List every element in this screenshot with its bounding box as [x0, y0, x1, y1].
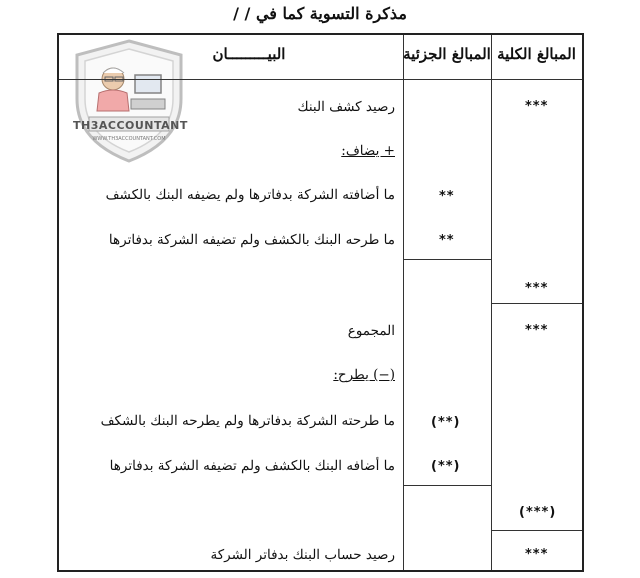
header-statement: البيـــــــــان	[212, 45, 286, 63]
subtract-label: (−) يطرح:	[333, 367, 395, 383]
column-divider	[403, 35, 404, 570]
sub-item-1: ما طرحته الشركة بدفاترها ولم يطرحه البنك بالشكف	[100, 413, 395, 429]
page-title: مذكرة التسوية كما في / /	[233, 4, 407, 23]
total-amount: (***)	[519, 505, 557, 520]
sub-item-2: ما أضافه البنك بالكشف ولم تضيفه الشركة بدفاترها	[109, 458, 395, 474]
reconciliation-table	[57, 33, 584, 572]
total-amount: ***	[525, 281, 549, 296]
partial-divider	[403, 485, 491, 486]
total-amount: ***	[525, 323, 549, 338]
partial-divider	[403, 259, 491, 260]
partial-amount: (**)	[431, 459, 461, 474]
partial-amount: **	[439, 189, 455, 204]
partial-amount: **	[439, 233, 455, 248]
total-amount: ***	[525, 547, 549, 562]
header-divider	[59, 79, 582, 80]
header-partial: المبالغ الجزئية	[403, 45, 491, 63]
add-item-1: ما أضافته الشركة بدفاترها ولم يضيفه البنك بالكشف	[105, 187, 395, 203]
bank-statement-balance-label: رصيد كشف البنك	[297, 99, 395, 115]
logo-text: TH3ACCOUNTANT	[73, 119, 188, 132]
company-balance-label: رصيد حساب البنك بدفاتر الشركة	[210, 547, 395, 563]
total-divider	[491, 530, 582, 531]
add-label: + يضاف:	[341, 143, 395, 159]
accountant-logo-icon	[69, 37, 189, 165]
total-amount: ***	[525, 99, 549, 114]
partial-amount: (**)	[431, 415, 461, 430]
logo-subtext: WWW.TH3ACCOUNTANT.COM	[92, 136, 166, 142]
total-label: المجموع	[347, 323, 395, 339]
header-total: المبالغ الكلية	[497, 45, 576, 63]
add-item-2: ما طرحه البنك بالكشف ولم تضيفه الشركة بدفاترها	[108, 232, 395, 248]
total-divider	[491, 303, 582, 304]
